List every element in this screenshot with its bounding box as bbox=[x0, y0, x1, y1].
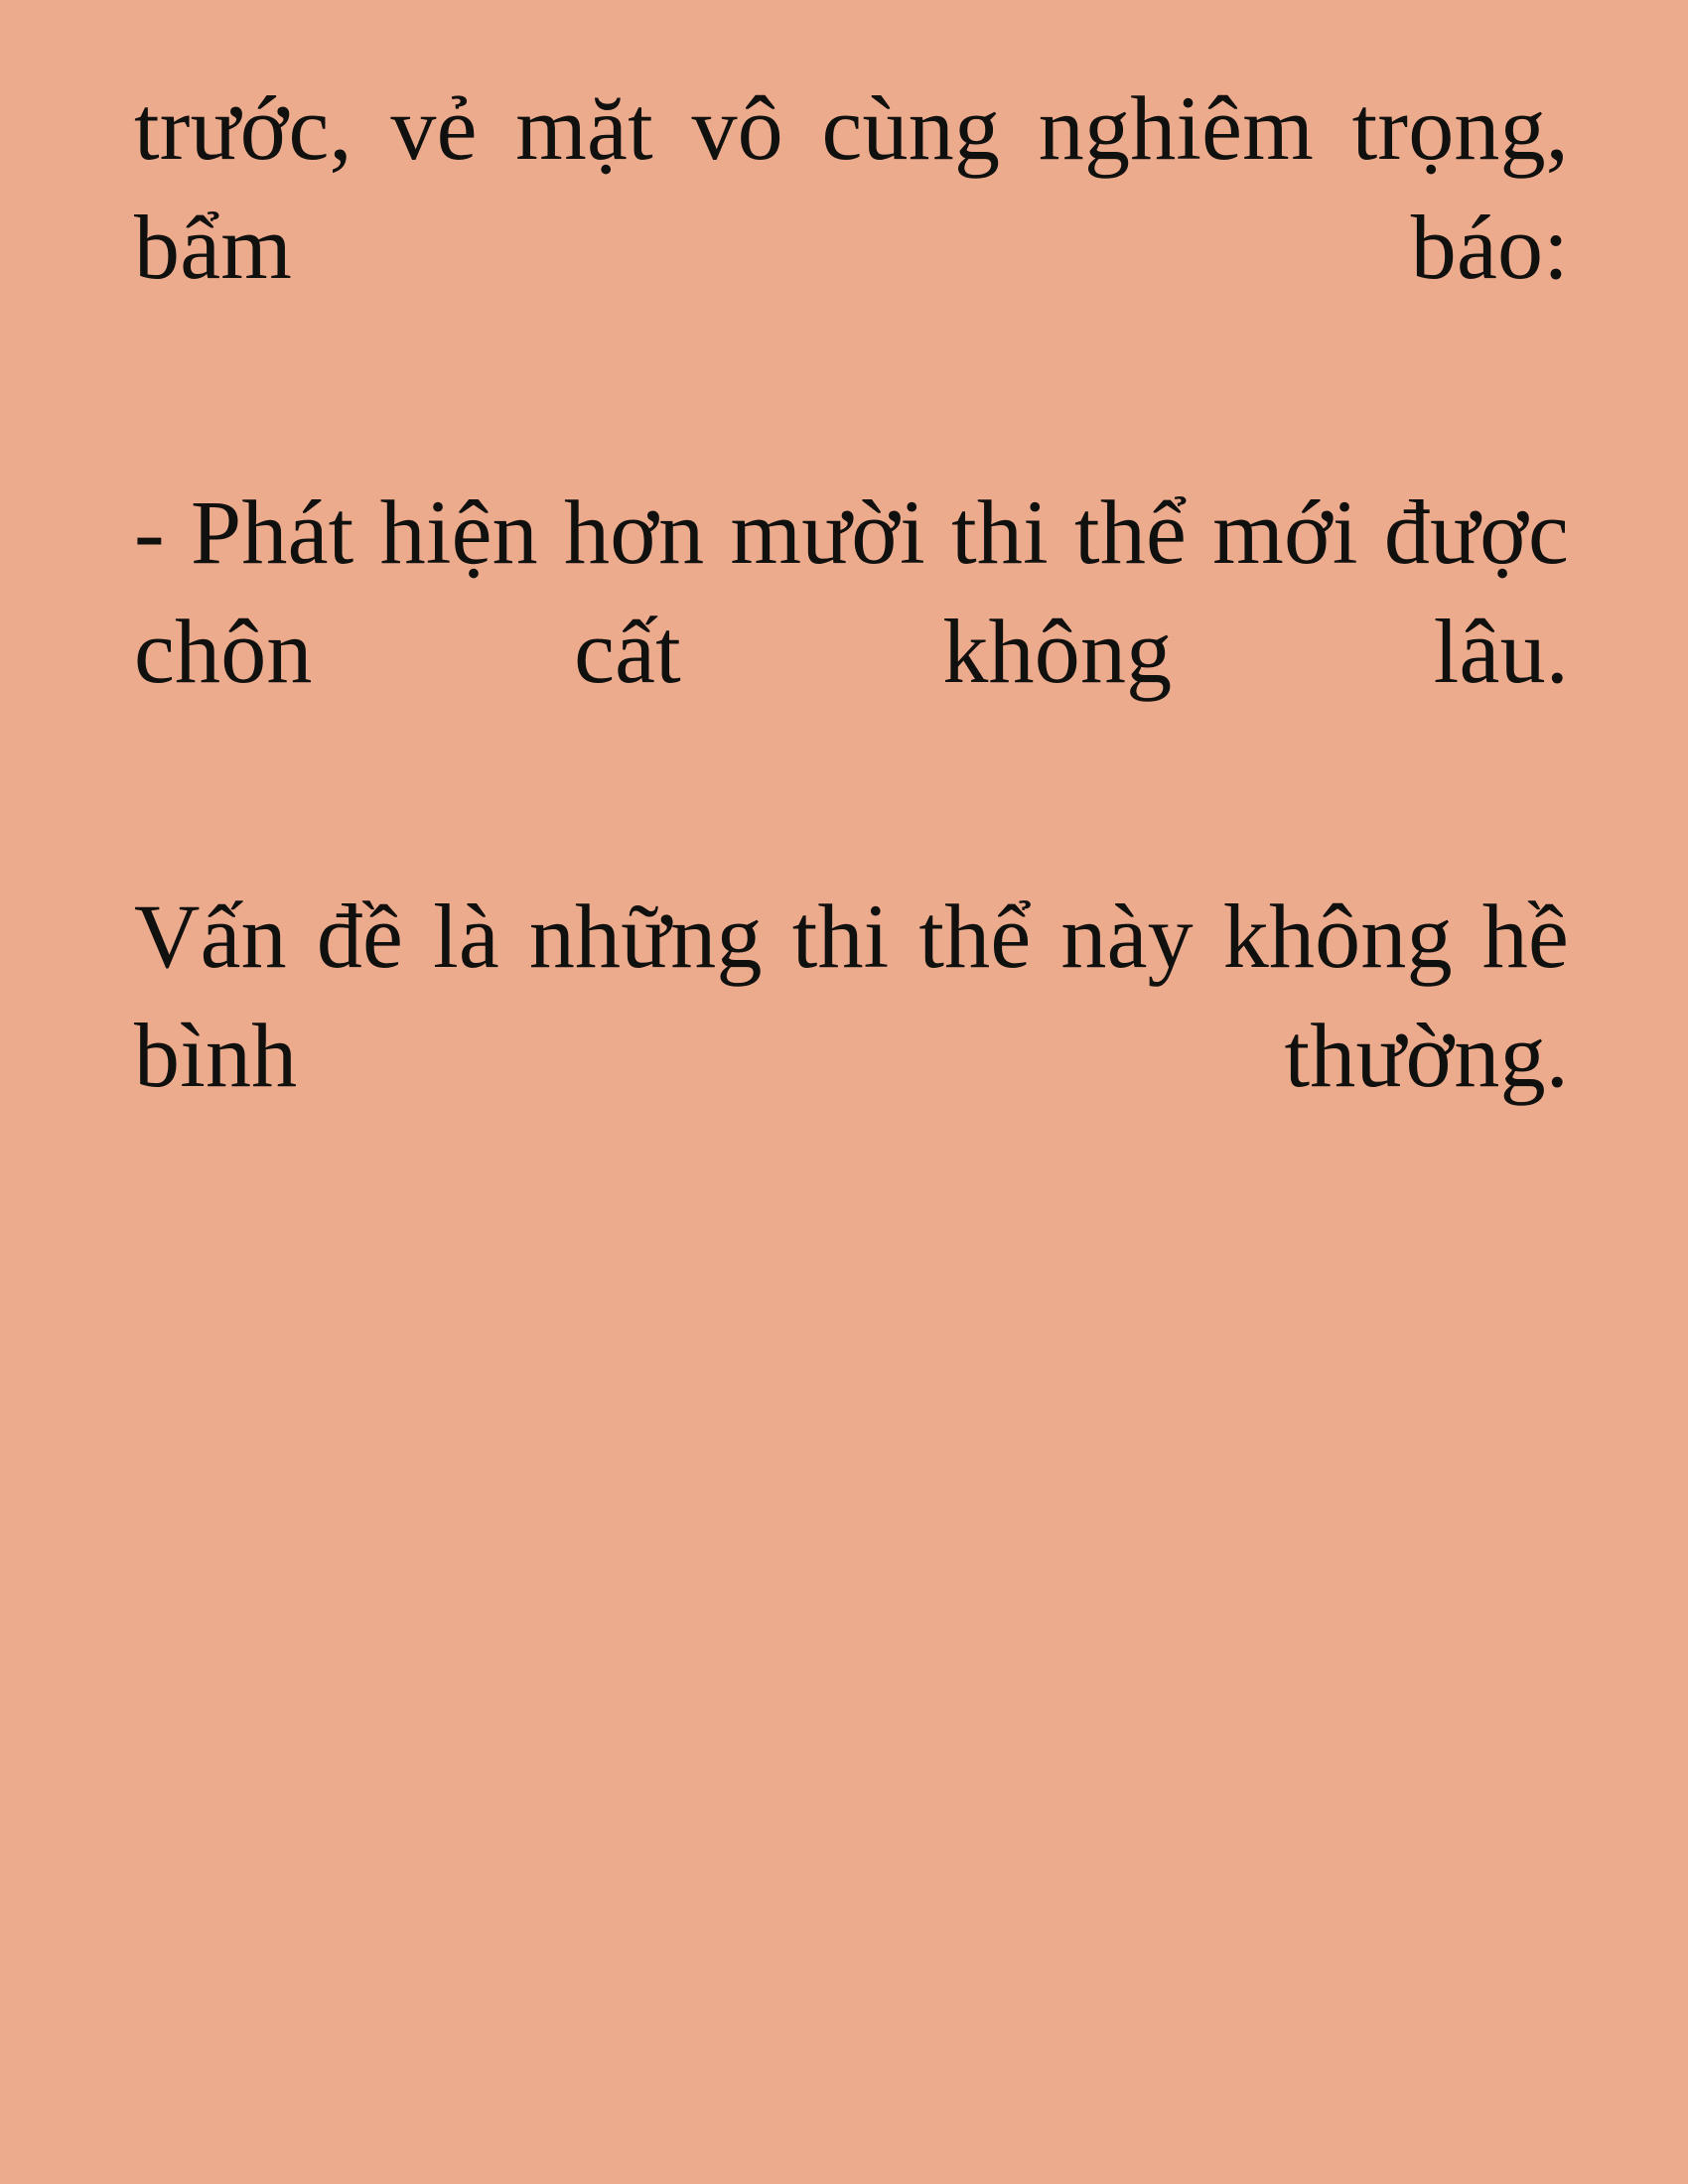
paragraph-3: Vấn đề là những thi thể này không hề bình thường. bbox=[134, 886, 1569, 1106]
paragraph-1: trước, vẻ mặt vô cùng nghiêm trọng, bẩm báo: bbox=[134, 77, 1569, 298]
paragraph-2: - Phát hiện hơn mười thi thể mới được chôn cất không lâu. bbox=[134, 481, 1569, 702]
paragraph-spacer-2 bbox=[134, 782, 1569, 878]
paragraph-spacer-1 bbox=[134, 378, 1569, 474]
